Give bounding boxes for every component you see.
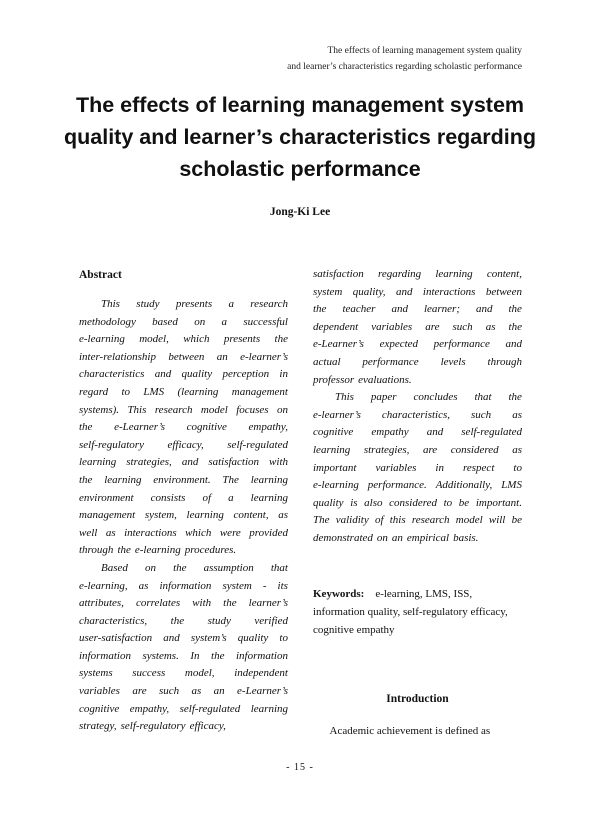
keywords-label: Keywords: [313, 588, 365, 600]
abstract-line: information systems. In the information [79, 649, 288, 662]
abstract-line: learning strategies, and satisfaction with [79, 456, 288, 469]
abstract-line: well as interactions which were provided [79, 526, 288, 539]
abstract-line: professor evaluations. [313, 373, 412, 386]
abstract-line: This paper concludes that the [335, 391, 522, 404]
abstract-line: cognitive empathy, self-regulated learning [79, 702, 288, 715]
abstract-line: systems success model, independent [79, 667, 288, 680]
abstract-line: Based on the assumption that [101, 561, 288, 574]
abstract-line: cognitive empathy and self-regulated [313, 426, 522, 439]
abstract-line: methodology based on a successful [79, 315, 288, 328]
abstract-line: regard to LMS (learning management [79, 385, 288, 398]
title-line-1: The effects of learning management system [75, 93, 525, 117]
abstract-line: user-satisfaction and system’s quality to [79, 632, 288, 645]
running-head-line-2: and learner’s characteristics regarding scholastic performance [287, 62, 522, 72]
abstract-line: variables are such as an e-Learner’s [79, 685, 288, 698]
abstract-line: characteristics, the study verified [79, 614, 288, 627]
abstract-line: e-learner’s characteristics, such as [313, 408, 522, 421]
paper-title [60, 89, 540, 185]
abstract-line: demonstrated on an empirical basis. [313, 531, 479, 544]
keywords-block [313, 585, 522, 639]
abstract-line: learning strategies, are considered as [313, 443, 522, 456]
introduction-heading: Introduction [386, 693, 449, 705]
abstract-heading: Abstract [79, 269, 122, 281]
keywords-text: e-learning, LMS, ISS, information quality, self-regulatory efficacy, cognitive empathy [313, 588, 508, 636]
title-line-2: quality and learner’s characteristics regarding [64, 125, 536, 149]
running-head [162, 43, 522, 75]
introduction-first-line [313, 722, 522, 740]
abstract-line: e-learning model, which presents the [79, 333, 288, 346]
abstract-line: management system, learning content, as [79, 509, 288, 522]
abstract-line: e-Learner’s expected performance and [313, 338, 522, 351]
abstract-line: satisfaction regarding learning content, [313, 268, 522, 280]
abstract-line: inter-relationship between an e-learner’s [79, 350, 288, 363]
abstract-line: system quality, and interactions between [313, 285, 522, 298]
abstract-line: characteristics and quality perception in [79, 368, 288, 381]
abstract-line: dependent variables are such as the [313, 320, 522, 333]
abstract-line: important variables in respect to [313, 461, 522, 474]
abstract-line: actual performance levels through [313, 355, 522, 368]
author-name: Jong-Ki Lee [269, 206, 331, 218]
abstract-line: the learning environment. The learning [79, 473, 288, 486]
abstract-body-left [79, 296, 288, 736]
left-column [79, 266, 288, 736]
title-line-3: scholastic performance [179, 157, 421, 181]
running-head-line-1: The effects of learning management system quality [327, 46, 522, 56]
abstract-line: through the e-learning procedures. [79, 544, 237, 557]
abstract-line: quality is also considered to be important. [313, 496, 522, 509]
abstract-line: attributes, correlates with the learner’s [79, 597, 288, 610]
abstract-line: the teacher and learner; and the [313, 303, 522, 316]
abstract-line: the e-Learner’s cognitive empathy, [79, 421, 288, 434]
abstract-line: e-learning performance. Additionally, LMS [313, 479, 522, 492]
page-number: - 15 - [286, 762, 314, 773]
abstract-line: The validity of this research model will be [313, 514, 522, 527]
abstract-line: self-regulatory efficacy, self-regulated [79, 438, 288, 451]
abstract-line: This study presents a research [101, 298, 288, 310]
introduction-text: Academic achievement is defined as [329, 725, 491, 737]
abstract-line: environment consists of a learning [79, 491, 288, 504]
abstract-body-right [313, 266, 522, 548]
right-column [313, 266, 522, 548]
abstract-line: e-learning, as information system - its [79, 579, 288, 592]
abstract-line: systems). This research model focuses on [79, 403, 288, 416]
abstract-line: strategy, self-regulatory efficacy, [79, 720, 226, 733]
